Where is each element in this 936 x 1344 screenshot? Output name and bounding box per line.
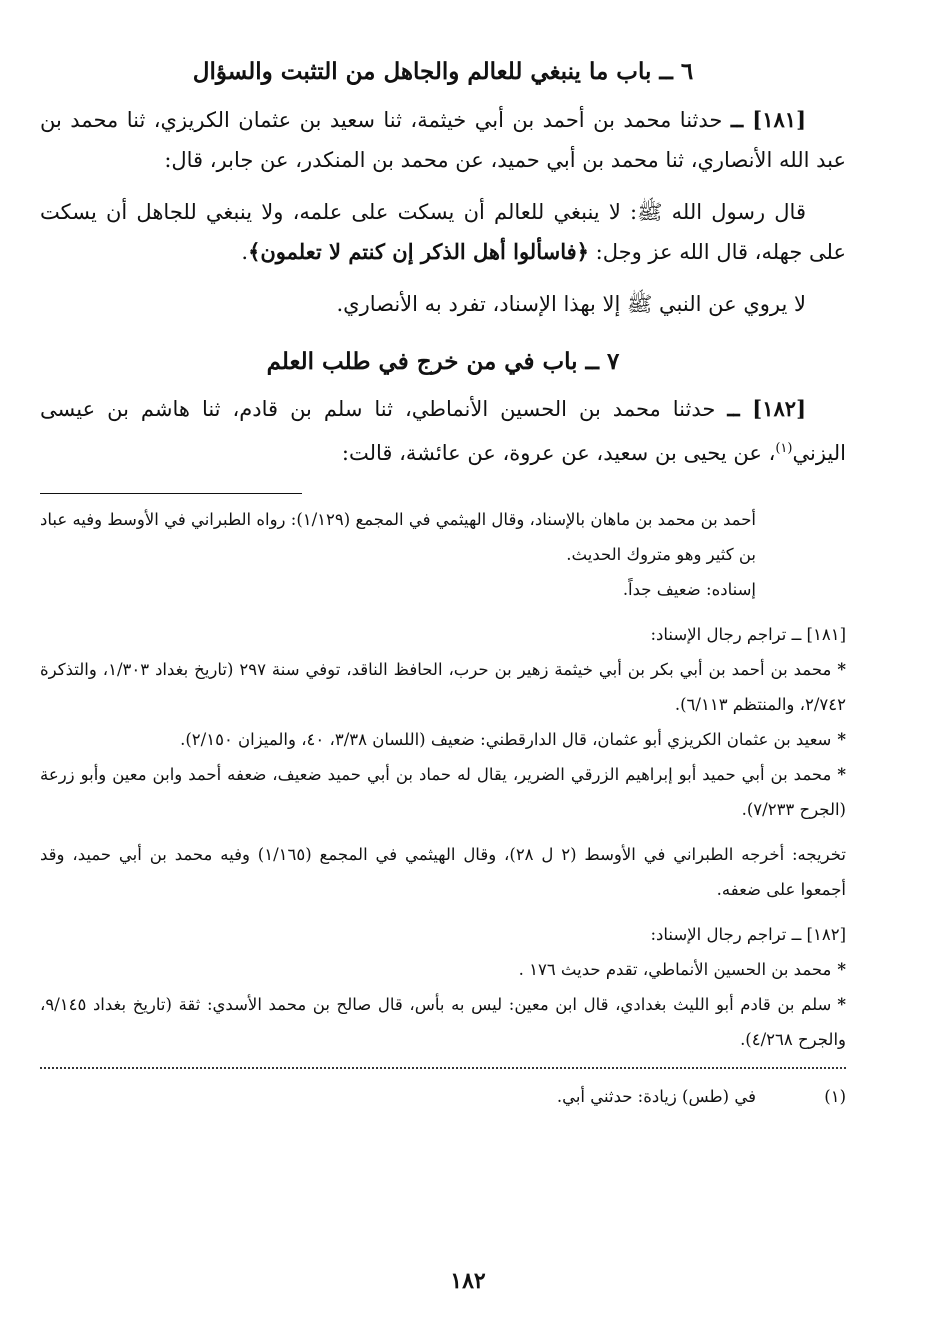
footnote-182 bbox=[40, 917, 846, 1057]
page-number: ١٨٢ bbox=[450, 1268, 486, 1294]
quran-verse: ﴿فاسألوا أهل الذكر إن كنتم لا تعلمون﴾ bbox=[248, 238, 589, 264]
footnote-1 bbox=[40, 1079, 846, 1114]
footnote-181-takhrij bbox=[40, 837, 846, 907]
hadith-181-isnad-text: حدثنا محمد بن أحمد بن أبي خيثمة، ثنا سعيد بن عثمان الكريزي، ثنا محمد بن عبد الله الأنصاري، ثنا محمد بن أبي حميد، عن محمد بن المنكدر، عن جابر، قال: bbox=[40, 107, 846, 172]
footnote-181-narrator-2 bbox=[40, 722, 846, 757]
footnote-181-narrator-3 bbox=[40, 757, 846, 827]
hadith-182-isnad-text-1: حدثنا محمد بن الحسين الأنماطي، ثنا سلم بن قادم، ثنا هاشم بن عيسى اليزني bbox=[40, 397, 846, 466]
hadith-181-matn bbox=[40, 192, 846, 272]
chapter-6-heading: ٦ ــ باب ما ينبغي للعالم والجاهل من التثبت والسؤال bbox=[192, 58, 694, 85]
bullet-icon: * bbox=[837, 660, 846, 680]
hadith-182-number: [١٨٢] ــ bbox=[727, 396, 806, 422]
footnote-1-text: في (طس) زيادة: حدثني أبي. bbox=[556, 1087, 756, 1107]
footnote-182-heading: [١٨٢] ــ تراجم رجال الإسناد: bbox=[650, 925, 846, 945]
narrator-1-text: محمد بن أحمد بن أبي بكر بن أبي خيثمة زهير بن حرب، الحافظ الناقد، توفي سنة ٢٩٧ (تاريخ بغداد ١/٣٠٣، والتذكرة ٢/٧٤٢، والمنتظم ٦/١١٣). bbox=[40, 660, 846, 715]
hadith-181-number: [١٨١] ــ bbox=[730, 106, 806, 132]
carryover-line-1: أحمد بن محمد بن ماهان بالإسناد، وقال الهيثمي في المجمع (١/١٢٩): رواه الطبراني في الأوسط وفيه عباد بن كثير وهو متروك الحديث. bbox=[40, 510, 756, 565]
footnote-181 bbox=[40, 617, 846, 827]
footnote-182-narrator-2 bbox=[40, 987, 846, 1057]
footnote-separator bbox=[40, 493, 846, 494]
narrator-3-text: محمد بن أبي حميد أبو إبراهيم الزرقي الضرير، يقال له حماد بن أبي حميد ضعيف، ضعفه أحمد وابن معين وأبو زرعة (الجرح ٧/٢٣٣). bbox=[40, 765, 846, 820]
footnote-carryover bbox=[40, 502, 846, 607]
chapter-7-heading: ٧ ــ باب في من خرج في طلب العلم bbox=[266, 347, 620, 375]
bullet-icon: * bbox=[837, 995, 846, 1015]
footnote-181-narrator-1 bbox=[40, 652, 846, 722]
takhrij-text: تخريجه: أخرجه الطبراني في الأوسط (٢ ل ٢٨)، وقال الهيثمي في المجمع (١/١٦٥) وفيه محمد بن أبي حميد، وقد أجمعوا على ضعفه. bbox=[40, 845, 846, 900]
narrator-182-2-text: سلم بن قادم أبو الليث بغدادي، قال ابن معين: ليس به بأس، قال صالح بن محمد الأسدي: ثقة (تاريخ بغداد ٩/١٤٥، والجرح ٤/٢٦٨). bbox=[40, 995, 846, 1050]
hadith-181-matn-end: . bbox=[241, 239, 249, 264]
hadith-182-isnad-text-2: ، عن يحيى بن سعيد، عن عروة، عن عائشة، قالت: bbox=[341, 441, 776, 466]
book-page bbox=[40, 54, 846, 1314]
narrator-2-text: سعيد بن عثمان الكريزي أبو عثمان، قال الدارقطني: ضعيف (اللسان ٣/٣٨، ٤٠، والميزان ٢/١٥٠). bbox=[180, 730, 832, 750]
hadith-181-comment: لا يروي عن النبي ﷺ إلا بهذا الإسناد، تفرد به الأنصاري. bbox=[336, 291, 806, 316]
narrator-182-1-text: محمد بن الحسين الأنماطي، تقدم حديث ١٧٦ . bbox=[518, 960, 832, 980]
footnote-reference-1[interactable]: (١) bbox=[775, 441, 793, 457]
bullet-icon: * bbox=[837, 730, 846, 750]
bullet-icon: * bbox=[837, 960, 846, 980]
bullet-icon: * bbox=[837, 765, 846, 785]
footnote-182-narrator-1 bbox=[40, 952, 846, 987]
hadith-181-isnad bbox=[40, 100, 846, 180]
hadith-182-isnad bbox=[40, 389, 846, 473]
footnote-181-heading: [١٨١] ــ تراجم رجال الإسناد: bbox=[650, 625, 846, 645]
carryover-line-2: إسناده: ضعيف جداً. bbox=[622, 580, 756, 600]
footnote-1-marker: (١) bbox=[824, 1087, 846, 1107]
dotted-separator bbox=[40, 1067, 846, 1069]
hadith-181-matn-text: قال رسول الله ﷺ: لا ينبغي للعالم أن يسكت على علمه، ولا ينبغي للجاهل أن يسكت على جهله، قال الله عز وجل: bbox=[40, 199, 846, 264]
